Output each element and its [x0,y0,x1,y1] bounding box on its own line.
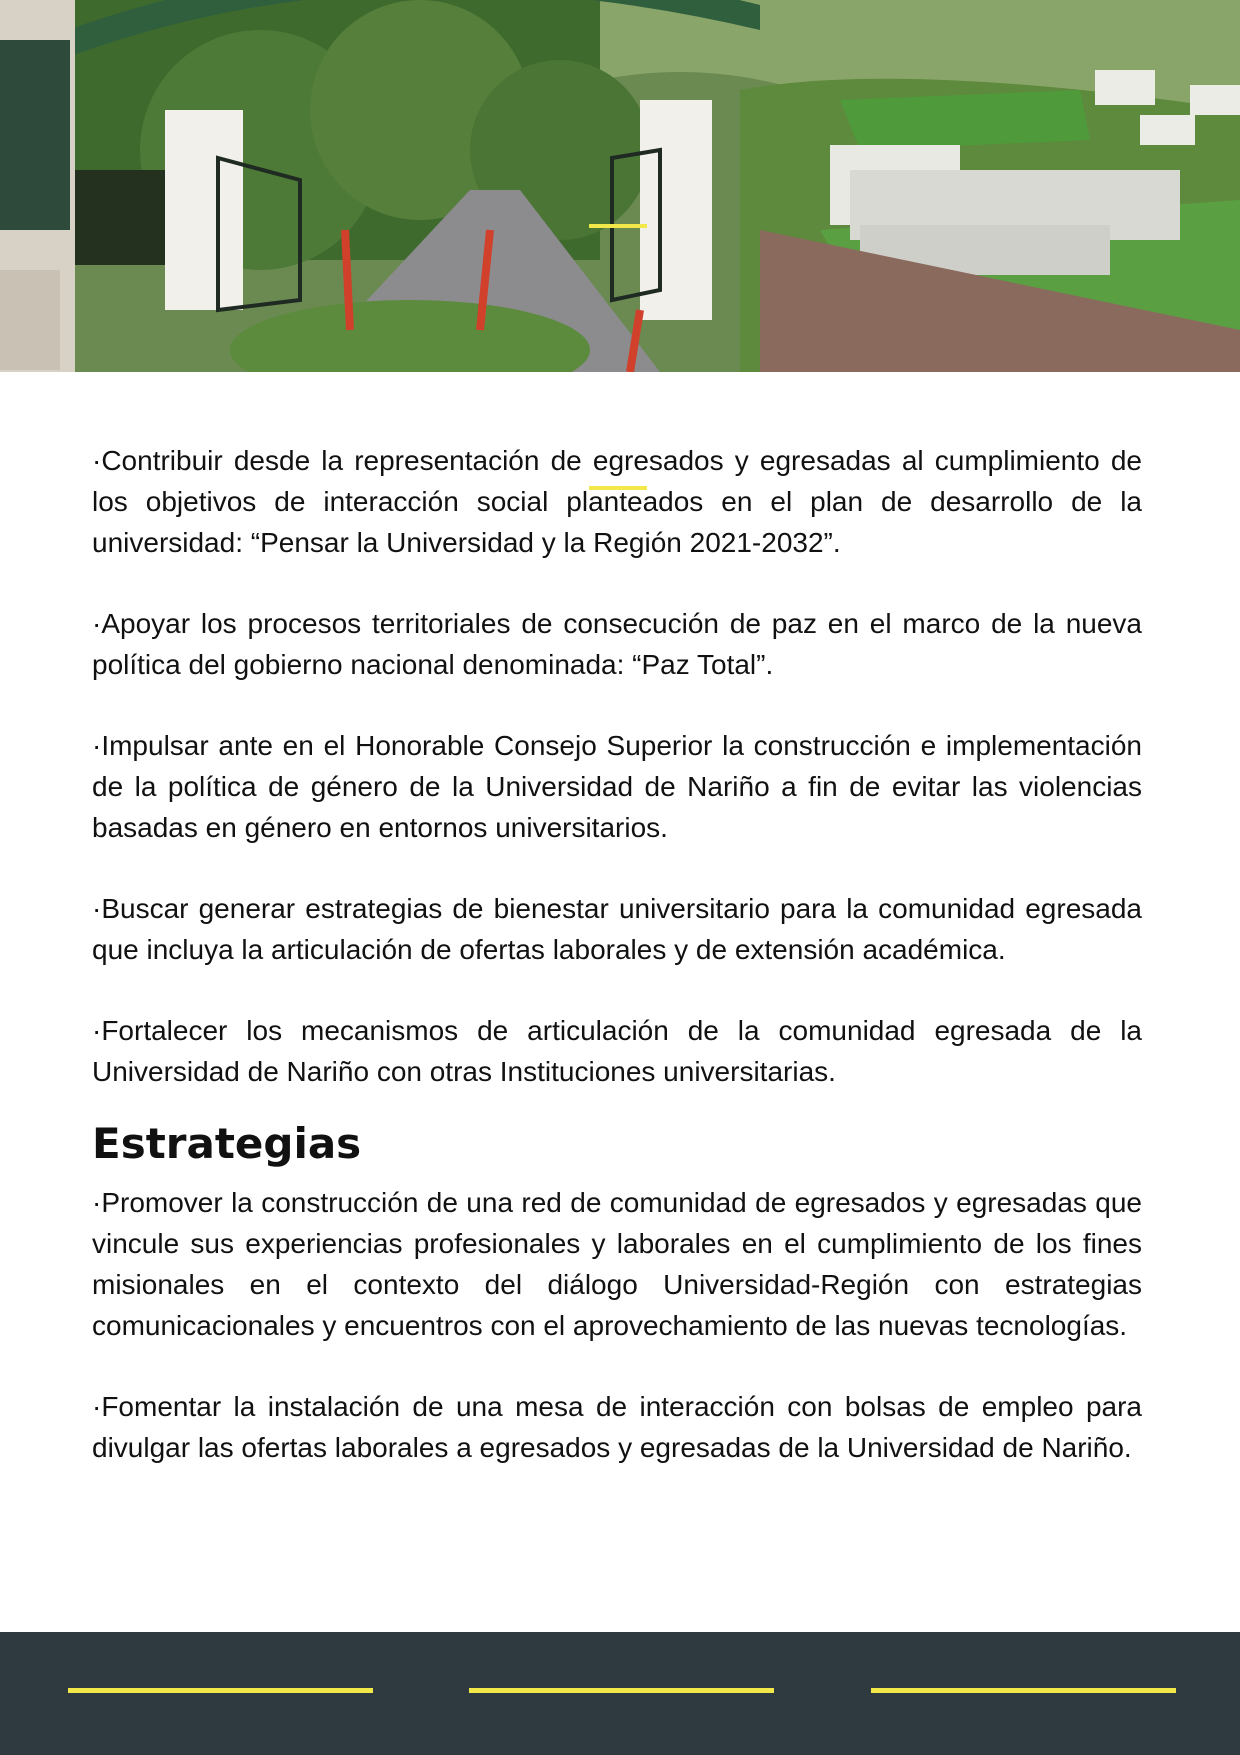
campus-photo [0,0,1240,372]
footer-accent-line [68,1688,373,1693]
strategy-paragraph: ·Promover la construcción de una red de comunidad de egresados y egresadas que vincule sus experiencias profesionales y laborales en el cumplimiento de los fines misionales en el contexto del diálogo Universidad-Región con estrategias comunicacionales y encuentros con el aprovechamiento de las nuevas tecnologías. [92,1187,1142,1341]
objective-paragraph: ·Contribuir desde la representación de egresados y egresadas al cumplimiento de los objetivos de interacción social planteados en el plan de desarrollo de la universidad: “Pensar la Universidad y la Región 2021-2032”. [92,445,1142,558]
footer-accent-line [871,1688,1176,1693]
hero-image [0,0,1240,372]
objective-paragraph: ·Fortalecer los mecanismos de articulación de la comunidad egresada de la Universidad de Nariño con otras Instituciones universitarias. [92,1015,1142,1087]
objective-paragraph: ·Apoyar los procesos territoriales de consecución de paz en el marco de la nueva política del gobierno nacional denominada: “Paz Total”. [92,608,1142,680]
footer-accent-line [469,1688,774,1693]
strategy-paragraph: ·Fomentar la instalación de una mesa de interacción con bolsas de empleo para divulgar las ofertas laborales a egresados y egresadas de la Universidad de Nariño. [92,1391,1142,1463]
accent-line [589,224,647,228]
document-body [92,440,1142,1508]
section-heading: Estrategias [92,1119,362,1168]
objective-paragraph: ·Impulsar ante en el Honorable Consejo Superior la construcción e implementación de la política de género de la Universidad de Nariño a fin de evitar las violencias basadas en género en entornos universitarios. [92,730,1142,843]
objective-paragraph: ·Buscar generar estrategias de bienestar universitario para la comunidad egresada que incluya la articulación de ofertas laborales y de extensión académica. [92,893,1142,965]
footer-bar [0,1632,1240,1755]
